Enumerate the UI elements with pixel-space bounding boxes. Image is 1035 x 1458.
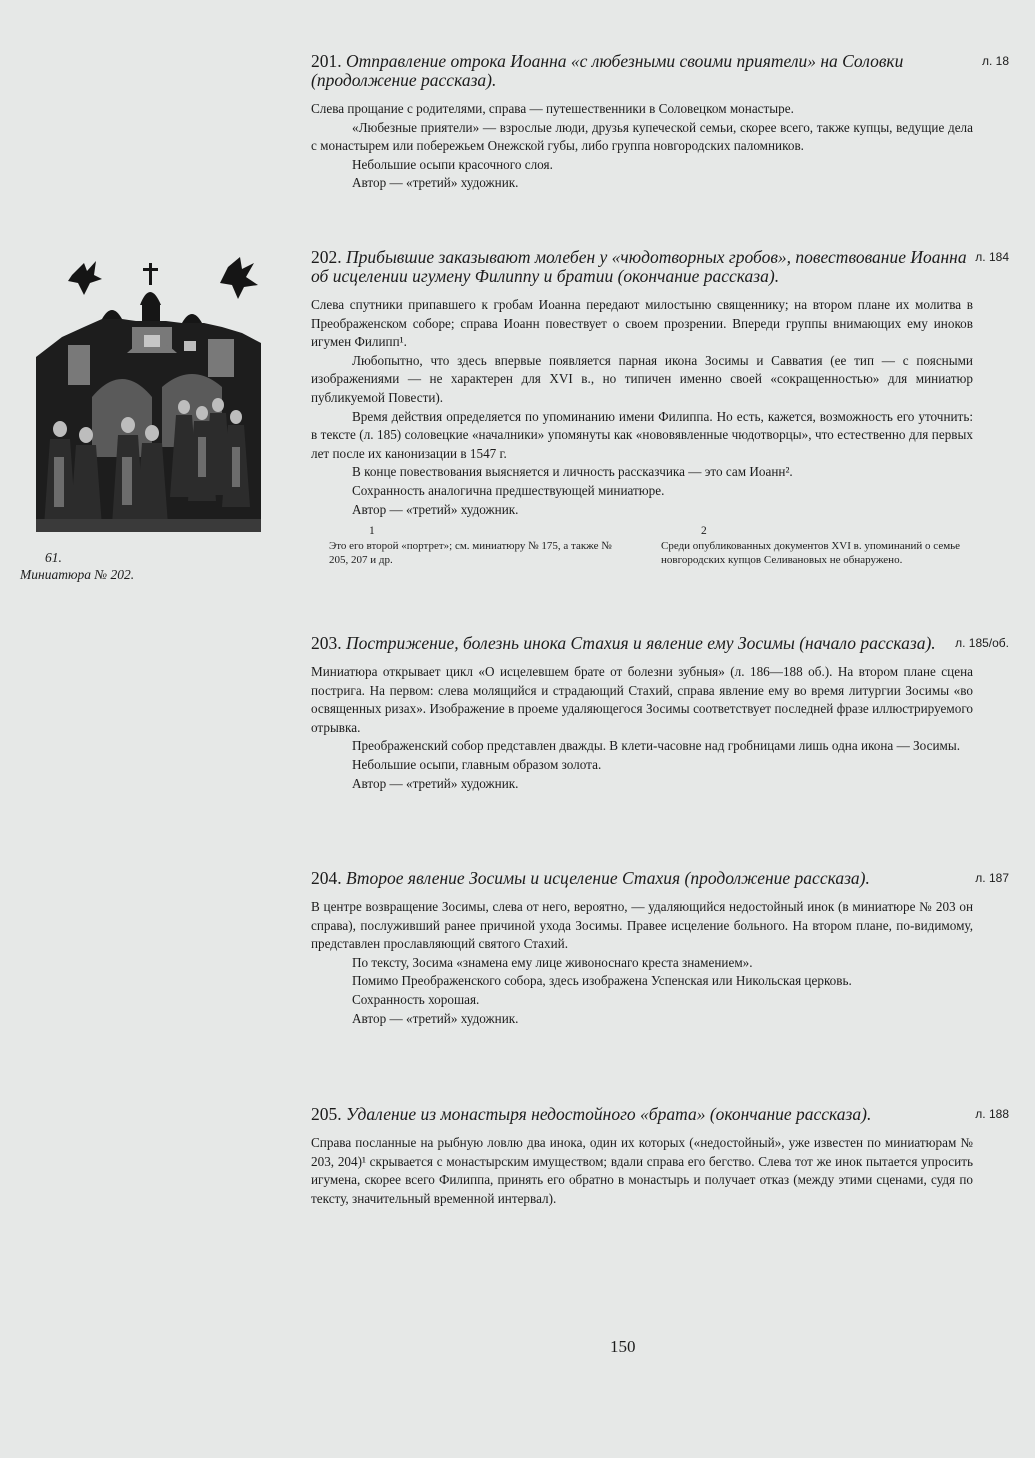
paragraph: Автор — «третий» художник. [352,775,519,791]
folio-reference: л. 187 [975,871,1009,885]
entry-heading [311,869,973,888]
entry-heading [311,52,973,90]
entry-title: Второе явление Зосимы и исцеление Стахия (продолжение рассказа). [346,868,870,888]
footnote-text: Это его второй «портрет»; см. миниатюру № 175, а также № 205, 207 и др. [329,539,612,567]
page-number: 150 [610,1337,636,1356]
footnote [625,524,971,568]
entry-body [311,296,973,519]
entry-204 [311,868,1009,1028]
folio-reference: л. 18 [981,54,1009,68]
paragraph: В конце повествования выясняется и личность рассказчика — это сам Иоанн². [352,464,793,480]
paragraph: В центре возвращение Зосимы, слева от него, вероятно, — удаляющийся недостойный инок (в миниатюре № 203 он справа), послуживший ранее причиной ухода Зосимы. Правее исцеление больного. На втором плане, по-видимому, представлен прославляющий святого Стахий. [311,899,973,952]
paragraph: Любопытно, что здесь впервые появляется парная икона Зосимы и Савватия (ее тип — с поясными изображениями — не характерен для XVI в., но типичен именно своей «сокращенностью» для миниатюр публикуемой Повести). [311,352,973,405]
entry-number: 201. [311,51,342,71]
entry-body [311,898,973,1028]
entry-number: 205. [311,1104,342,1124]
folio-reference: л. 184 [975,250,1009,264]
figure-caption [20,549,210,583]
folio-reference: л. 185/об. [955,636,1009,650]
miniature-image [32,257,261,532]
figure-number: 61. [45,550,62,565]
paragraph: Слева прощание с родителями, справа — путешественники в Соловецком монастыре. [311,101,794,116]
footnote-number: 2 [701,525,707,538]
paragraph: Время действия определяется по упоминанию имени Филиппа. Но есть, кажется, возможность его уточнить: в тексте (л. 185) соловецкие «началники» упомянуты как «нововявленные чюдотворцы», что естественно для первых лет после их канонизации в 1547 г. [311,408,973,461]
bird-icon [68,261,102,295]
paragraph: Миниатюра открывает цикл «О исцелевшем брате от болезни зубныя» (л. 186—188 об.). На втором плане сцена пострига. На первом: слева молящийся и страдающий Стахий, справа явление ему во время литургии Зосимы «во освященных ризах». Изображение в проеме удаляющегося Зосимы соответствует последней фразе иллюстрируемого отрывка. [311,664,973,735]
footnote-number: 1 [369,525,375,538]
paragraph: Преображенский собор представлен дважды. В клети-часовне над гробницами лишь одна икона — Зосимы. [352,738,961,754]
figure-caption-text: Миниатюра № 202. [20,567,135,582]
entry-title: Отправление отрока Иоанна «с любезными своими приятели» на Соловки (продолжение рассказа). [311,51,904,90]
church-dome-icon [102,263,202,323]
paragraph: Автор — «третий» художник. [352,1010,519,1026]
paragraph: Справа посланные на рыбную ловлю два инока, один их которых («недостойный», уже известен по миниатюрам № 203, 204)¹ скрывается с монастырским имуществом; вдали справа его бегство. Слева тот же инок пытается упросить игумена, скорее всего Филиппа, принять его обратно в монастырь и получает отказ (между этими сценами, судя по тексту, значительный временной интервал). [311,1135,973,1206]
paragraph: Небольшие осыпи, главным образом золота. [352,756,602,772]
paragraph: Сохранность хорошая. [352,991,480,1007]
paragraph: По тексту, Зосима «знамена ему лице живоноснаго креста знамением». [352,954,753,970]
paragraph: Слева спутники припавшего к гробам Иоанна передают милостыню священнику; на втором плане их молитва в Преображенском соборе; справа Иоанн повествует о своем прозрении. Впереди группы внимающих ему иноков игумен Филипп¹. [311,297,973,350]
entry-heading [311,634,973,653]
entry-title: Прибывшие заказывают молебен у «чюдотворных гробов», повествование Иоанна об исцелении игумену Филиппу и братии (окончание рассказа). [311,247,967,286]
entry-203 [311,633,1009,793]
paragraph: Помимо Преображенского собора, здесь изображена Успенская или Никольская церковь. [352,973,852,989]
entry-heading [311,248,973,286]
entry-201 [311,51,1009,193]
paragraph: Автор — «третий» художник. [352,501,519,517]
entry-body [311,100,973,193]
paragraph: Сохранность аналогична предшествующей миниатюре. [352,482,665,498]
footnotes [311,524,973,568]
footnote [311,524,625,568]
paragraph: Небольшие осыпи красочного слоя. [352,156,553,172]
folio-reference: л. 188 [975,1107,1009,1121]
bird-icon [220,257,258,299]
entry-heading [311,1105,973,1124]
entry-number: 202. [311,247,342,267]
paragraph: «Любезные приятели» — взрослые люди, друзья купеческой семьи, скорее всего, также купцы, ведущие дела с монастырем или побережьем Онежской губы, либо группа новгородских паломников. [311,119,973,154]
footnote-text: Среди опубликованных документов XVI в. упоминаний о семье новгородских купцов Селивановых не обнаружено. [661,539,961,567]
entry-205 [311,1104,1009,1208]
entry-body [311,1134,973,1208]
entry-202 [311,247,1009,568]
paragraph: Автор — «третий» художник. [352,175,519,191]
entry-number: 203. [311,633,342,653]
entry-body [311,663,973,793]
entry-title: Удаление из монастыря недостойного «брата» (окончание рассказа). [346,1104,872,1124]
entry-number: 204. [311,868,342,888]
entry-title: Пострижение, болезнь инока Стахия и явление ему Зосимы (начало рассказа). [346,633,936,653]
